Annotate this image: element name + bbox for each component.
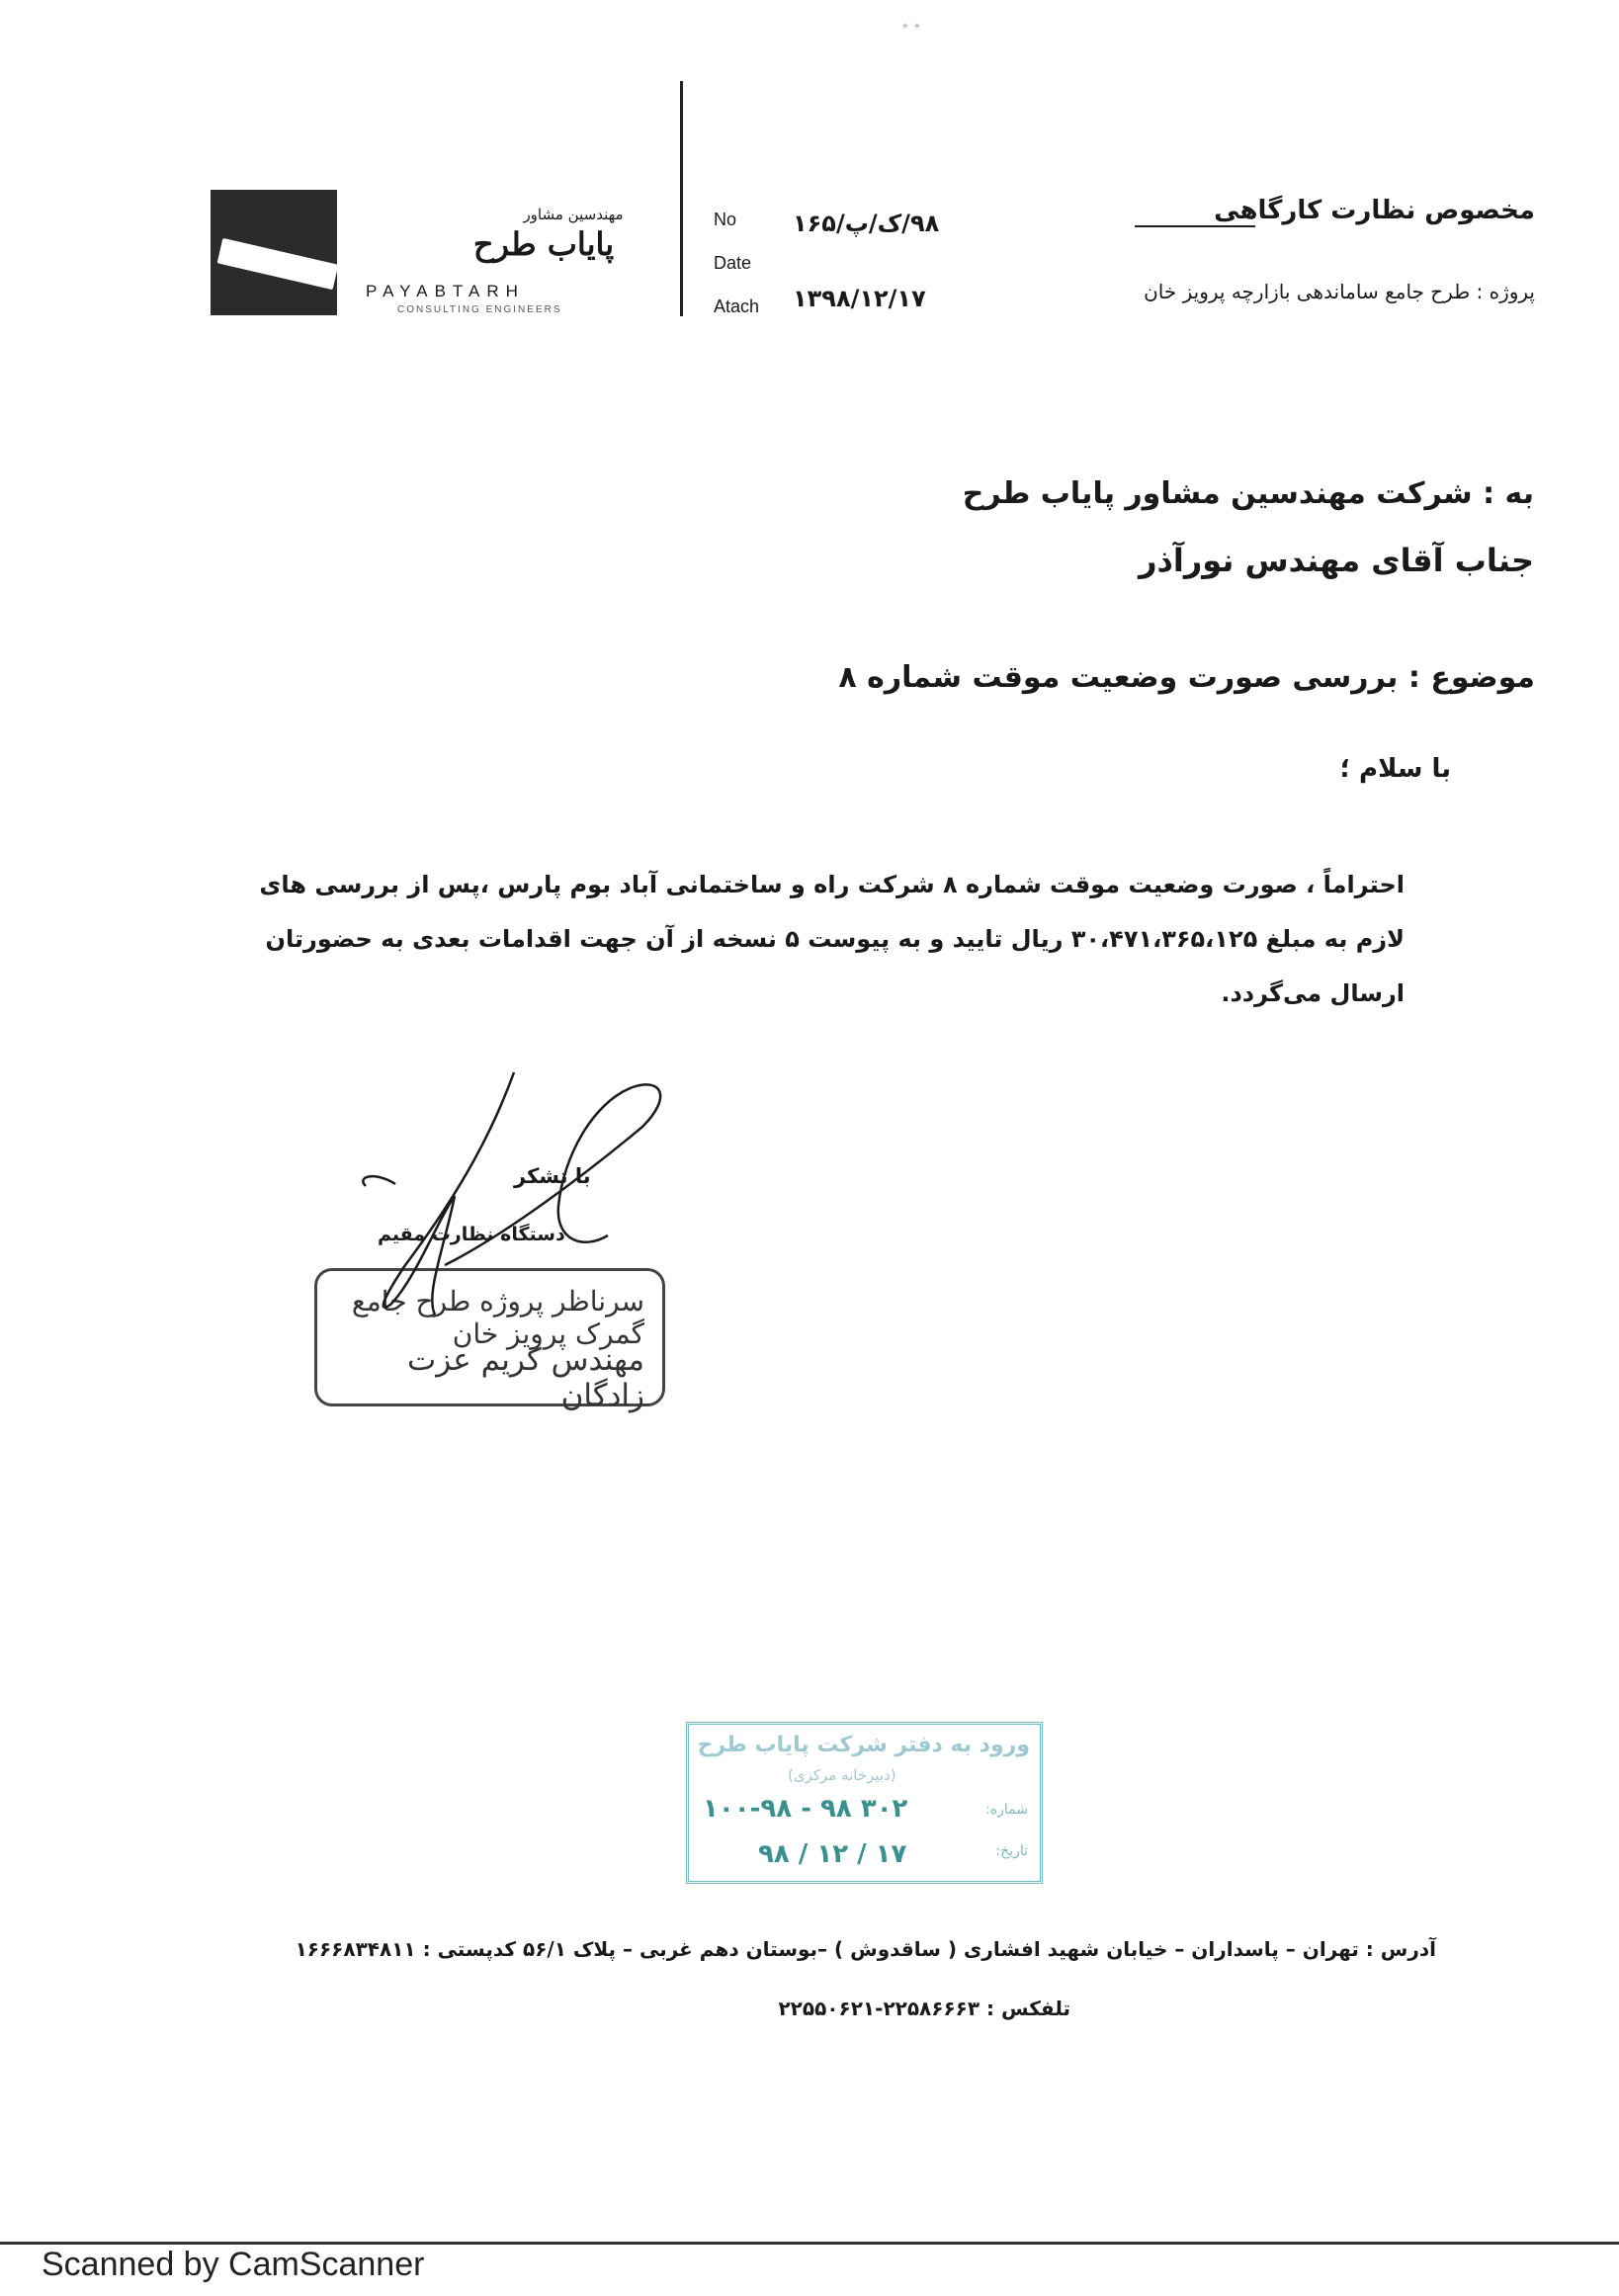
letter-date: ۱۳۹۸/۱۲/۱۷ [793,285,926,312]
entry-stamp-number: ۱۰۰-۹۸ - ۹۸ ۳۰۲ [703,1794,908,1824]
no-label: No [714,210,737,229]
company-name: پایاب طرح [472,225,615,263]
header-divider [680,81,683,316]
project-line: پروژه : طرح جامع ساماندهی بازارچه پرویز خان [1144,280,1535,303]
entry-stamp-date: ۹۸ / ۱۲ / ۱۷ [758,1839,907,1869]
recipient-company: به : شرکت مهندسین مشاور پایاب طرح [962,476,1534,511]
letter-body: احتراماً ، صورت وضعیت موقت شماره ۸ شرکت راه و ساختمانی آباد بوم پارس ،پس از بررسی های لازم به مبلغ ۳۰،۴۷۱،۳۶۵،۱۲۵ ریال تایید و به پیوست ۵ نسخه از آن جهت اقدامات بعدی به حضورتان ارسال می‌گردد. [259,871,1405,1007]
recipient-person: جناب آقای مهندس نورآذر [1139,542,1534,579]
special-title: مخصوص نظارت کارگاهی [1214,196,1535,225]
signer-title: دستگاه نظارت مقیم [378,1224,565,1245]
logo-stripe [217,238,339,290]
company-subtitle: مهندسین مشاور [523,206,624,223]
scan-artifact: ٭ ٭ [901,18,921,34]
bottom-rule [0,2242,1619,2245]
scanner-watermark: Scanned by CamScanner [42,2246,425,2283]
attach-label: Atach [714,297,760,316]
special-title-underline [1135,225,1255,227]
signoff: با تشکر [514,1164,591,1188]
letter-subject: موضوع : بررسی صورت وضعیت موقت شماره ۸ [838,660,1535,695]
letter-number: ۹۸/ک/پ/۱۶۵ [793,210,940,237]
seal-line-1: سرناظر پروژه طرح جامع گمرک پرویز خان [351,1285,644,1350]
company-latin-subtitle: CONSULTING ENGINEERS [397,304,562,315]
seal-line-2: مهندس کریم عزت زادگان [407,1342,644,1413]
company-latin-name: PAYABTARH [366,282,525,300]
entry-stamp [686,1722,1043,1884]
date-label: Date [714,253,752,273]
entry-stamp-number-label: شماره: [985,1802,1028,1818]
company-logo [211,190,337,315]
greeting: با سلام ؛ [1339,754,1451,784]
footer-address: آدرس : تهران – پاسداران – خیابان شهید افشاری ( ساقدوش ) –بوستان دهم غربی – پلاک ۵۶/۱ کدپستی : ۱۶۶۶۸۳۴۸۱۱ [295,1937,1436,1961]
entry-stamp-title: ورود به دفتر شرکت پایاب طرح [697,1733,1030,1757]
entry-stamp-subtitle: (دبیرخانه مرکزی) [788,1766,896,1784]
handwritten-signature [346,1067,702,1324]
footer-telfax: تلفکس : ۲۲۵۸۶۶۶۳-۲۲۵۵۰۶۲۱ [778,1997,1070,2020]
entry-stamp-date-label: تاریخ: [995,1843,1028,1859]
